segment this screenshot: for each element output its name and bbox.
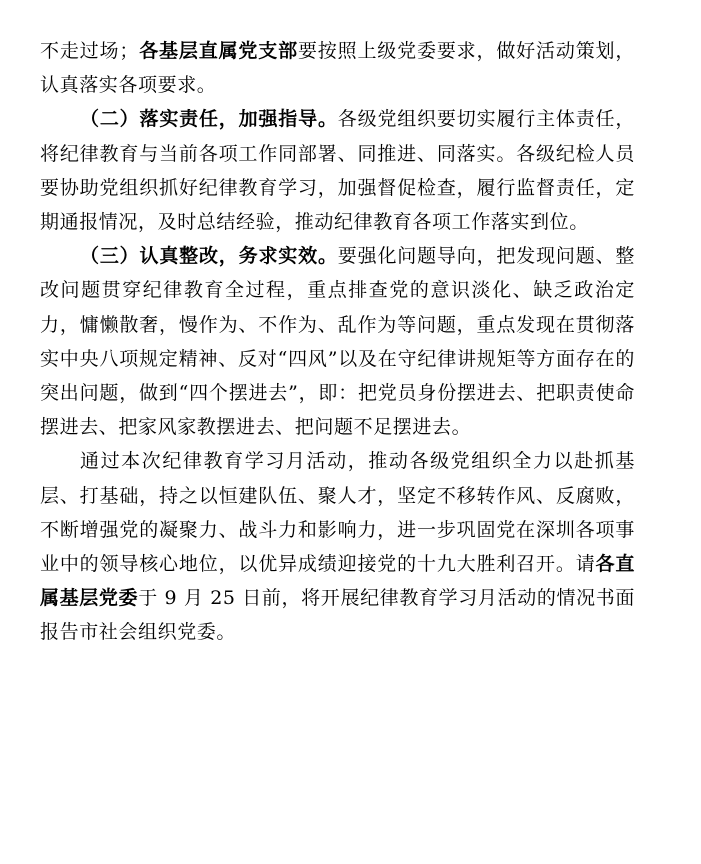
paragraph-4 [40, 444, 635, 649]
p1-text-1: 不走过场； [40, 40, 139, 62]
paragraph-2 [40, 102, 635, 239]
p4-text-1: 通过本次纪律教育学习月活动，推动各级党组织全力以赴抓基层、打基础，持之以恒建队伍、聚人才，坚定不移转作风、反腐败，不断增强党的凝聚力、战斗力和影响力，进一步巩固党在深圳各项事业中的领导核心地位，以优异成绩迎接党的十九大胜利召开。请 [40, 450, 635, 576]
p4-text-2: 于 9 月 25 日前，将开展纪律教育学习月活动的情况书面报告市社会组织党委。 [40, 587, 635, 644]
p4-bold-committee: 各直属基层党委 [40, 553, 635, 610]
p2-text: 各级党组织要切实履行主体责任，将纪律教育与当前各项工作同部署、同推进、同落实。各级纪检人员要协助党组织抓好纪律教育学习，加强督促检查，履行监督责任，定期通报情况，及时总结经验，推动纪律教育各项工作落实到位。 [40, 108, 635, 234]
p3-text: 要强化问题导向，把发现问题、整改问题贯穿纪律教育全过程，重点排查党的意识淡化、缺乏政治定力，慵懒散奢，慢作为、不作为、乱作为等问题，重点发现在贯彻落实中央八项规定精神、反对“四风”以及在守纪律讲规矩等方面存在的突出问题，做到“四个摆进去”，即：把党员身份摆进去、把职责使命摆进去、把家风家教摆进去、把问题不足摆进去。 [40, 245, 635, 439]
p1-bold-branch: 各基层直属党支部 [138, 40, 298, 62]
document-page [40, 34, 635, 650]
paragraph-3 [40, 239, 635, 444]
paragraph-1 [40, 34, 635, 102]
p1-text-2: 要按照上级党委要求，做好活动策划，认真落实各项要求。 [40, 40, 635, 97]
p2-heading: （二）落实责任，加强指导。 [80, 108, 338, 131]
p3-heading: （三）认真整改，务求实效。 [80, 245, 338, 268]
